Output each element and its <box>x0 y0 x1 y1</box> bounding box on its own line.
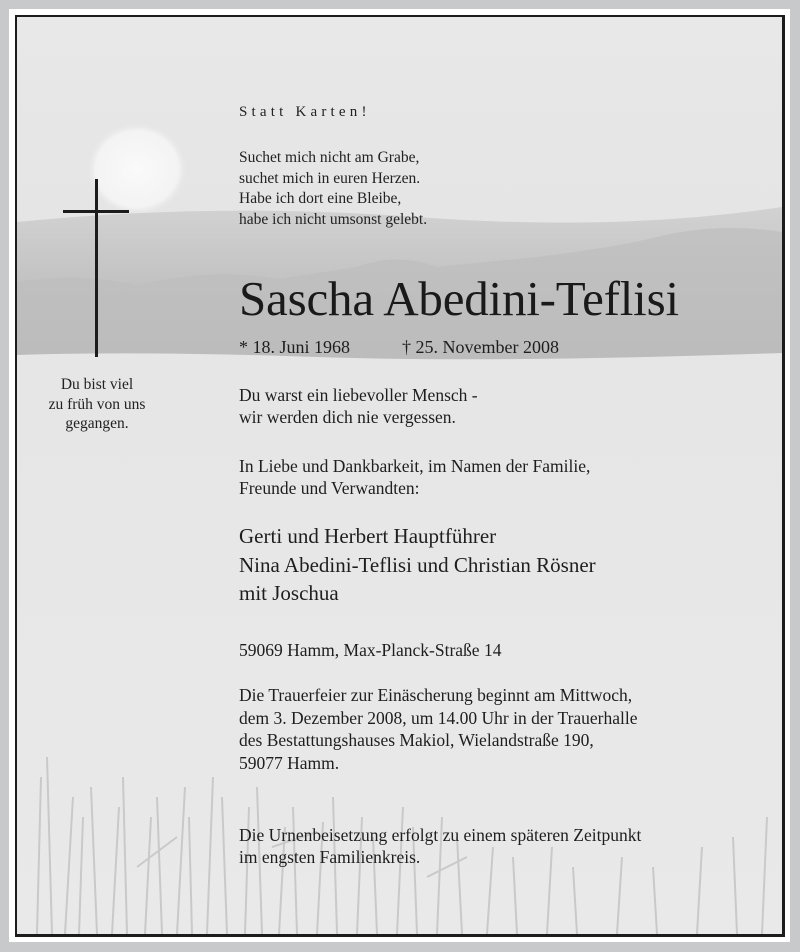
cross-icon-vertical <box>95 179 98 357</box>
family-address: 59069 Hamm, Max-Planck-Straße 14 <box>239 640 502 660</box>
burial-details: Die Urnenbeisetzung erfolgt zu einem späteren Zeitpunkt im engsten Familienkreis. <box>239 825 642 867</box>
poem: Suchet mich nicht am Grabe, suchet mich in euren Herzen. Habe ich dort eine Bleibe, habe ich nicht umsonst gelebt. <box>239 149 428 228</box>
deceased-name: Sascha Abedini-Teflisi <box>239 271 679 326</box>
side-quote: Du bist viel zu früh von uns gegangen. <box>48 376 146 432</box>
tribute-text: Du warst ein liebevoller Mensch - wir werden dich nie vergessen. <box>239 385 478 427</box>
life-dates <box>239 336 559 358</box>
birth-date: * 18. Juni 1968 <box>239 337 351 357</box>
family-names: Gerti und Herbert Hauptführer Nina Abedini-Teflisi und Christian Rösner mit Joschua <box>239 524 596 605</box>
obituary-frame <box>15 15 785 937</box>
ceremony-details: Die Trauerfeier zur Einäscherung beginnt am Mittwoch, dem 3. Dezember 2008, um 14.00 Uhr in der Trauerhalle des Bestattungshauses Makiol, Wielandstraße 190, 59077 Hamm. <box>239 685 638 774</box>
notice-heading: Statt Karten! <box>239 104 371 120</box>
death-date: † 25. November 2008 <box>402 337 559 357</box>
mourners-intro: In Liebe und Dankbarkeit, im Namen der Familie, Freunde und Verwandten: <box>239 456 591 498</box>
cross-icon-horizontal <box>63 210 129 213</box>
